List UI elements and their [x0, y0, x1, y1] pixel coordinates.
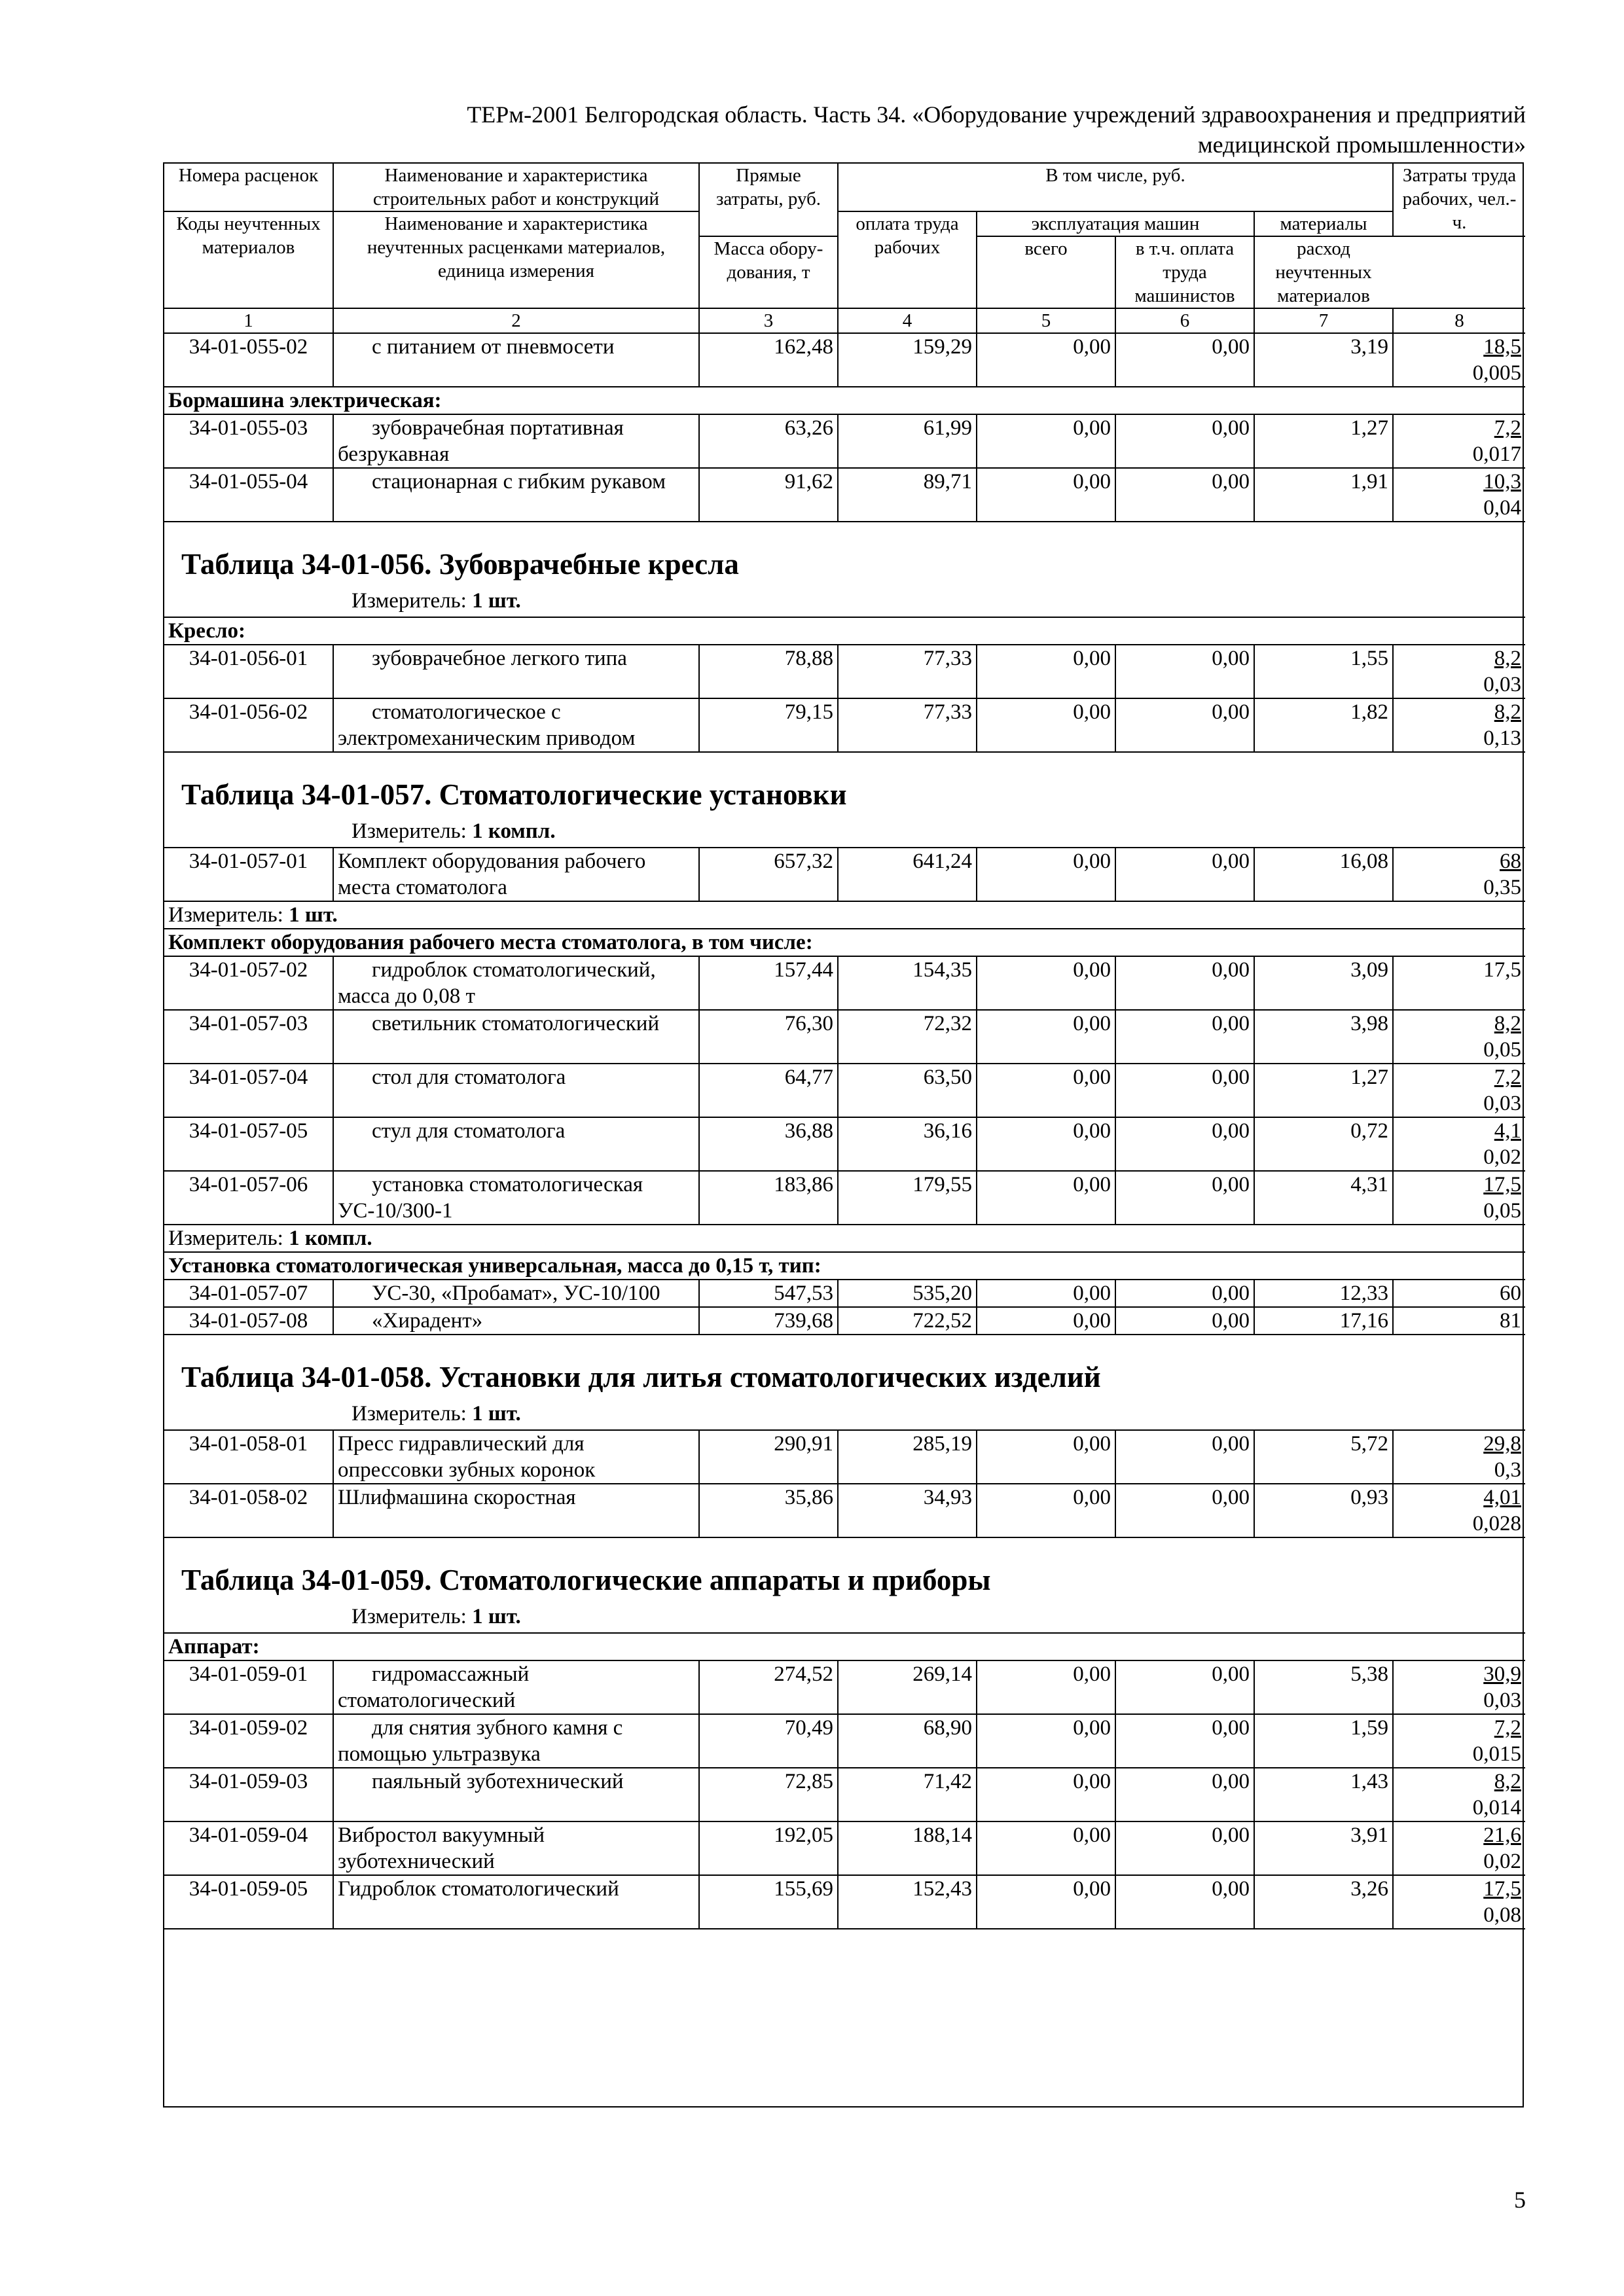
- value-c5: 0,00: [977, 468, 1115, 522]
- table-title-row: [164, 1335, 1525, 1430]
- equipment-mass: 0,3: [1494, 1458, 1521, 1482]
- equipment-mass: 0,35: [1483, 876, 1521, 899]
- page-number: 5: [1514, 2187, 1526, 2213]
- measure-value: 1 шт.: [472, 1605, 521, 1628]
- measure-label: Измеритель:: [352, 819, 467, 843]
- labor-mass-cell: [1393, 1714, 1525, 1768]
- header-line-2: медицинской промышленности»: [1197, 132, 1526, 158]
- value-c3: 72,85: [699, 1768, 838, 1821]
- group-heading-row: [164, 387, 1525, 414]
- labor-mass-cell: [1393, 1010, 1525, 1064]
- rate-name: установка стоматологическая УС-10/300-1: [333, 1171, 699, 1225]
- value-c7: 3,91: [1254, 1821, 1393, 1875]
- value-c4: 269,14: [838, 1660, 977, 1714]
- value-c6: 0,00: [1115, 1875, 1254, 1929]
- measure-value: 1 шт.: [472, 589, 521, 613]
- equipment-mass: 0,04: [1483, 496, 1521, 520]
- value-c3: 35,86: [699, 1484, 838, 1537]
- value-c3: 70,49: [699, 1714, 838, 1768]
- measure-label: Измеритель:: [352, 589, 467, 613]
- col2-header-a: Наименование и характеристика строительных работ и конструкций: [333, 164, 699, 211]
- equipment-mass: 0,05: [1483, 1038, 1521, 1062]
- value-c6: 0,00: [1115, 1010, 1254, 1064]
- value-c5: 0,00: [977, 1714, 1115, 1768]
- col8-header-b: Масса обору-дования, т: [699, 236, 838, 308]
- group-heading-row: [164, 1633, 1525, 1660]
- table-row: [164, 1010, 1525, 1064]
- col-number: 4: [838, 308, 977, 333]
- group-heading: Аппарат:: [164, 1633, 1525, 1660]
- rate-name: стул для стоматолога: [333, 1117, 699, 1171]
- equipment-mass: 0,03: [1483, 1092, 1521, 1115]
- col7-header: расход неучтенных материалов: [1254, 236, 1393, 308]
- value-c3: 162,48: [699, 333, 838, 387]
- rate-name: зубоврачебная портативная безрукавная: [333, 414, 699, 468]
- value-c7: 1,27: [1254, 1064, 1393, 1117]
- equipment-mass: 0,017: [1472, 442, 1521, 466]
- value-c6: 0,00: [1115, 645, 1254, 698]
- labor-mass-cell: [1393, 956, 1525, 1010]
- table-row: [164, 698, 1525, 752]
- group-heading: Комплект оборудования рабочего места стоматолога, в том числе:: [164, 929, 1525, 956]
- rate-code: 34-01-055-04: [164, 468, 333, 522]
- table-row: [164, 1821, 1525, 1875]
- equipment-mass: 0,015: [1472, 1742, 1521, 1766]
- value-c5: 0,00: [977, 1484, 1115, 1537]
- value-c6: 0,00: [1115, 1064, 1254, 1117]
- value-c6: 0,00: [1115, 414, 1254, 468]
- measure-row: [164, 1225, 1525, 1252]
- machines-header: эксплуатация машин: [977, 211, 1254, 236]
- table-title-cell: [164, 522, 1525, 617]
- value-c3: 91,62: [699, 468, 838, 522]
- labor-cost: 4,1: [1494, 1119, 1521, 1143]
- value-c5: 0,00: [977, 1307, 1115, 1335]
- value-c4: 535,20: [838, 1280, 977, 1307]
- rate-code: 34-01-057-06: [164, 1171, 333, 1225]
- labor-cost: 8,2: [1494, 1012, 1521, 1035]
- table-row: [164, 1484, 1525, 1537]
- value-c4: 36,16: [838, 1117, 977, 1171]
- value-c3: 547,53: [699, 1280, 838, 1307]
- value-c5: 0,00: [977, 1117, 1115, 1171]
- rate-code: 34-01-057-05: [164, 1117, 333, 1171]
- rate-name: гидроблок стоматологический, масса до 0,08 т: [333, 956, 699, 1010]
- col4-header: оплата труда рабочих: [838, 211, 977, 308]
- rate-name: УС-30, «Пробамат», УС-10/100: [333, 1280, 699, 1307]
- table-title: Таблица 34-01-056. Зубоврачебные кресла: [181, 548, 739, 581]
- labor-mass-cell: [1393, 1307, 1525, 1335]
- value-c6: 0,00: [1115, 698, 1254, 752]
- value-c3: 76,30: [699, 1010, 838, 1064]
- rate-code: 34-01-059-04: [164, 1821, 333, 1875]
- labor-cost: 30,9: [1483, 1662, 1521, 1686]
- table-title-row: [164, 1537, 1525, 1633]
- value-c6: 0,00: [1115, 1660, 1254, 1714]
- rate-name: с питанием от пневмосети: [333, 333, 699, 387]
- table-row: [164, 1714, 1525, 1768]
- group-heading: Установка стоматологическая универсальная, масса до 0,15 т, тип:: [164, 1252, 1525, 1280]
- rate-code: 34-01-057-03: [164, 1010, 333, 1064]
- labor-cost: 7,2: [1494, 1716, 1521, 1740]
- labor-mass-cell: [1393, 333, 1525, 387]
- header-row-1: [164, 164, 1525, 211]
- value-c4: 71,42: [838, 1768, 977, 1821]
- table-title-row: [164, 522, 1525, 617]
- value-c3: 274,52: [699, 1660, 838, 1714]
- col3-header: Прямые затраты, руб.: [699, 164, 838, 236]
- value-c5: 0,00: [977, 645, 1115, 698]
- rate-name: Пресс гидравлический для опрессовки зубных коронок: [333, 1430, 699, 1484]
- col8-header-a: Затраты труда рабочих, чел.-ч.: [1393, 164, 1525, 236]
- rate-name: «Хирадент»: [333, 1307, 699, 1335]
- value-c4: 159,29: [838, 333, 977, 387]
- value-c7: 0,93: [1254, 1484, 1393, 1537]
- labor-cost: 8,2: [1494, 700, 1521, 724]
- rate-name: стол для стоматолога: [333, 1064, 699, 1117]
- value-c4: 152,43: [838, 1875, 977, 1929]
- value-c5: 0,00: [977, 1768, 1115, 1821]
- col-number: 3: [699, 308, 838, 333]
- rate-code: 34-01-058-01: [164, 1430, 333, 1484]
- value-c4: 34,93: [838, 1484, 977, 1537]
- value-c7: 1,27: [1254, 414, 1393, 468]
- measure-label: Измеритель:: [168, 903, 283, 927]
- value-c4: 63,50: [838, 1064, 977, 1117]
- value-c4: 641,24: [838, 848, 977, 901]
- value-c7: 3,26: [1254, 1875, 1393, 1929]
- value-c5: 0,00: [977, 1280, 1115, 1307]
- value-c6: 0,00: [1115, 1171, 1254, 1225]
- col-number: 2: [333, 308, 699, 333]
- value-c7: 5,38: [1254, 1660, 1393, 1714]
- labor-mass-cell: [1393, 1117, 1525, 1171]
- value-c3: 192,05: [699, 1821, 838, 1875]
- value-c7: 3,19: [1254, 333, 1393, 387]
- value-c4: 154,35: [838, 956, 977, 1010]
- rate-name: Комплект оборудования рабочего места стоматолога: [333, 848, 699, 901]
- table-row: [164, 848, 1525, 901]
- labor-cost: 7,2: [1494, 416, 1521, 440]
- labor-cost: 18,5: [1483, 335, 1521, 359]
- value-c5: 0,00: [977, 1821, 1115, 1875]
- value-c7: 17,16: [1254, 1307, 1393, 1335]
- table-title: Таблица 34-01-058. Установки для литья стоматологических изделий: [181, 1361, 1101, 1393]
- value-c5: 0,00: [977, 1875, 1115, 1929]
- equipment-mass: 0,014: [1472, 1796, 1521, 1820]
- value-c3: 36,88: [699, 1117, 838, 1171]
- rate-code: 34-01-057-02: [164, 956, 333, 1010]
- labor-mass-cell: [1393, 1484, 1525, 1537]
- labor-mass-cell: [1393, 1660, 1525, 1714]
- value-c6: 0,00: [1115, 1430, 1254, 1484]
- value-c7: 5,72: [1254, 1430, 1393, 1484]
- labor-mass-cell: [1393, 848, 1525, 901]
- value-c6: 0,00: [1115, 1768, 1254, 1821]
- rate-code: 34-01-059-02: [164, 1714, 333, 1768]
- value-c7: 1,82: [1254, 698, 1393, 752]
- rate-name: Вибростол вакуумный зуботехнический: [333, 1821, 699, 1875]
- value-c7: 1,55: [1254, 645, 1393, 698]
- document-header: [164, 99, 1526, 160]
- value-c5: 0,00: [977, 956, 1115, 1010]
- measure-line: [168, 1604, 1521, 1632]
- table-row: [164, 1307, 1525, 1335]
- rate-code: 34-01-057-07: [164, 1280, 333, 1307]
- value-c3: 739,68: [699, 1307, 838, 1335]
- value-c6: 0,00: [1115, 1484, 1254, 1537]
- rate-code: 34-01-055-03: [164, 414, 333, 468]
- rate-name: для снятия зубного камня с помощью ультразвука: [333, 1714, 699, 1768]
- table-row: [164, 1171, 1525, 1225]
- labor-mass-cell: [1393, 1171, 1525, 1225]
- equipment-mass: 0,02: [1483, 1850, 1521, 1873]
- group-heading-row: [164, 617, 1525, 645]
- value-c3: 657,32: [699, 848, 838, 901]
- value-c5: 0,00: [977, 698, 1115, 752]
- value-c5: 0,00: [977, 1064, 1115, 1117]
- measure-value: 1 компл.: [472, 819, 556, 843]
- labor-mass-cell: [1393, 1768, 1525, 1821]
- materials-header: материалы: [1254, 211, 1393, 236]
- value-c6: 0,00: [1115, 1714, 1254, 1768]
- value-c7: 16,08: [1254, 848, 1393, 901]
- table-row: [164, 1117, 1525, 1171]
- labor-mass-cell: [1393, 645, 1525, 698]
- rate-name: паяльный зуботехнический: [333, 1768, 699, 1821]
- table-title-cell: [164, 752, 1525, 848]
- labor-cost: 8,2: [1494, 1770, 1521, 1793]
- rate-name: стоматологическое с электромеханическим приводом: [333, 698, 699, 752]
- value-c3: 63,26: [699, 414, 838, 468]
- value-c6: 0,00: [1115, 1280, 1254, 1307]
- value-c6: 0,00: [1115, 848, 1254, 901]
- value-c3: 79,15: [699, 698, 838, 752]
- rate-name: светильник стоматологический: [333, 1010, 699, 1064]
- table-row: [164, 645, 1525, 698]
- labor-cost: 29,8: [1483, 1432, 1521, 1456]
- value-c3: 155,69: [699, 1875, 838, 1929]
- column-numbers-row: [164, 308, 1525, 333]
- table-row: [164, 1875, 1525, 1929]
- labor-mass-cell: [1393, 1821, 1525, 1875]
- labor-cost: 81: [1500, 1309, 1521, 1333]
- table-row: [164, 1430, 1525, 1484]
- rate-code: 34-01-059-03: [164, 1768, 333, 1821]
- measure-row: [164, 901, 1525, 929]
- measure-value: 1 шт.: [472, 1402, 521, 1426]
- labor-mass-cell: [1393, 1430, 1525, 1484]
- measure-line: [168, 588, 1521, 617]
- value-c3: 290,91: [699, 1430, 838, 1484]
- header-line-1: ТЕРм-2001 Белгородская область. Часть 34. «Оборудование учреждений здравоохранения и предприятий: [467, 101, 1526, 128]
- rate-name: Гидроблок стоматологический: [333, 1875, 699, 1929]
- col1-header-b: Коды неучтенных материалов: [164, 211, 333, 308]
- table-title-cell: [164, 1335, 1525, 1430]
- labor-cost: 60: [1500, 1282, 1521, 1305]
- value-c6: 0,00: [1115, 956, 1254, 1010]
- value-c5: 0,00: [977, 848, 1115, 901]
- rate-code: 34-01-057-01: [164, 848, 333, 901]
- value-c7: 1,43: [1254, 1768, 1393, 1821]
- equipment-mass: 0,005: [1472, 361, 1521, 385]
- measure-label: Измеритель:: [352, 1402, 467, 1426]
- value-c7: 0,72: [1254, 1117, 1393, 1171]
- measure-value: 1 компл.: [289, 1227, 372, 1250]
- value-c3: 78,88: [699, 645, 838, 698]
- value-c5: 0,00: [977, 1660, 1115, 1714]
- rate-code: 34-01-058-02: [164, 1484, 333, 1537]
- table-row: [164, 1064, 1525, 1117]
- table-row: [164, 333, 1525, 387]
- value-c7: 1,59: [1254, 1714, 1393, 1768]
- rate-code: 34-01-057-04: [164, 1064, 333, 1117]
- rate-name: стационарная с гибким рукавом: [333, 468, 699, 522]
- rate-code: 34-01-055-02: [164, 333, 333, 387]
- value-c6: 0,00: [1115, 1307, 1254, 1335]
- value-c4: 188,14: [838, 1821, 977, 1875]
- group-heading: Кресло:: [164, 617, 1525, 645]
- table-row: [164, 414, 1525, 468]
- labor-mass-cell: [1393, 1875, 1525, 1929]
- equipment-mass: 0,03: [1483, 673, 1521, 696]
- equipment-mass: 0,028: [1472, 1512, 1521, 1535]
- rate-name: зубоврачебное легкого типа: [333, 645, 699, 698]
- value-c4: 77,33: [838, 645, 977, 698]
- col-number: 7: [1254, 308, 1393, 333]
- labor-mass-cell: [1393, 1064, 1525, 1117]
- table-title: Таблица 34-01-057. Стоматологические установки: [181, 778, 847, 811]
- table-row: [164, 1280, 1525, 1307]
- table-row: [164, 1768, 1525, 1821]
- value-c3: 183,86: [699, 1171, 838, 1225]
- equipment-mass: 0,03: [1483, 1689, 1521, 1712]
- measure-cell: [164, 901, 1525, 929]
- col-number: 8: [1393, 308, 1525, 333]
- value-c7: 4,31: [1254, 1171, 1393, 1225]
- equipment-mass: 0,05: [1483, 1199, 1521, 1223]
- value-c6: 0,00: [1115, 333, 1254, 387]
- value-c5: 0,00: [977, 1010, 1115, 1064]
- measure-value: 1 шт.: [289, 903, 338, 927]
- value-c5: 0,00: [977, 1171, 1115, 1225]
- value-c3: 64,77: [699, 1064, 838, 1117]
- group-heading-row: [164, 929, 1525, 956]
- value-c4: 68,90: [838, 1714, 977, 1768]
- col-number: 5: [977, 308, 1115, 333]
- value-c5: 0,00: [977, 414, 1115, 468]
- group-heading-row: [164, 1252, 1525, 1280]
- col-number: 1: [164, 308, 333, 333]
- rate-code: 34-01-059-01: [164, 1660, 333, 1714]
- equipment-mass: 0,08: [1483, 1903, 1521, 1927]
- labor-cost: 17,5: [1483, 958, 1521, 982]
- table-title: Таблица 34-01-059. Стоматологические аппараты и приборы: [181, 1564, 991, 1596]
- rate-code: 34-01-059-05: [164, 1875, 333, 1929]
- table-row: [164, 468, 1525, 522]
- value-c3: 157,44: [699, 956, 838, 1010]
- rate-code: 34-01-057-08: [164, 1307, 333, 1335]
- measure-cell: [164, 1225, 1525, 1252]
- labor-mass-cell: [1393, 698, 1525, 752]
- labor-cost: 17,5: [1483, 1877, 1521, 1901]
- measure-label: Измеритель:: [168, 1227, 283, 1250]
- value-c6: 0,00: [1115, 1821, 1254, 1875]
- labor-cost: 68: [1500, 850, 1521, 873]
- labor-cost: 17,5: [1483, 1173, 1521, 1196]
- measure-line: [168, 1401, 1521, 1429]
- col1-header-a: Номера расценок: [164, 164, 333, 211]
- value-c4: 72,32: [838, 1010, 977, 1064]
- rate-code: 34-01-056-02: [164, 698, 333, 752]
- labor-mass-cell: [1393, 414, 1525, 468]
- table-title-row: [164, 752, 1525, 848]
- rate-name: гидромассажный стоматологический: [333, 1660, 699, 1714]
- value-c5: 0,00: [977, 333, 1115, 387]
- group-heading: Бормашина электрическая:: [164, 387, 1525, 414]
- value-c4: 179,55: [838, 1171, 977, 1225]
- equipment-mass: 0,13: [1483, 726, 1521, 750]
- equipment-mass: 0,02: [1483, 1145, 1521, 1169]
- incl-header: В том числе, руб.: [838, 164, 1393, 211]
- value-c4: 77,33: [838, 698, 977, 752]
- rates-table: [164, 164, 1525, 1929]
- value-c4: 89,71: [838, 468, 977, 522]
- table-row: [164, 956, 1525, 1010]
- rates-table-frame: [163, 162, 1524, 2108]
- col2-header-b: Наименование и характеристика неучтенных расценками материалов, единица измерения: [333, 211, 699, 308]
- labor-cost: 4,01: [1483, 1486, 1521, 1509]
- col5-header: всего: [977, 236, 1115, 308]
- labor-cost: 21,6: [1483, 1823, 1521, 1847]
- value-c6: 0,00: [1115, 468, 1254, 522]
- labor-mass-cell: [1393, 1280, 1525, 1307]
- table-title-cell: [164, 1537, 1525, 1633]
- labor-cost: 7,2: [1494, 1066, 1521, 1089]
- value-c4: 61,99: [838, 414, 977, 468]
- value-c7: 3,09: [1254, 956, 1393, 1010]
- value-c5: 0,00: [977, 1430, 1115, 1484]
- rate-code: 34-01-056-01: [164, 645, 333, 698]
- measure-line: [168, 818, 1521, 847]
- rate-name: Шлифмашина скоростная: [333, 1484, 699, 1537]
- col6-header: в т.ч. оплата труда машинистов: [1115, 236, 1254, 308]
- labor-cost: 8,2: [1494, 647, 1521, 670]
- labor-cost: 10,3: [1483, 470, 1521, 493]
- value-c4: 722,52: [838, 1307, 977, 1335]
- table-row: [164, 1660, 1525, 1714]
- value-c7: 3,98: [1254, 1010, 1393, 1064]
- value-c7: 12,33: [1254, 1280, 1393, 1307]
- value-c6: 0,00: [1115, 1117, 1254, 1171]
- header-row-2: [164, 211, 1525, 236]
- col-number: 6: [1115, 308, 1254, 333]
- measure-label: Измеритель:: [352, 1605, 467, 1628]
- labor-mass-cell: [1393, 468, 1525, 522]
- value-c7: 1,91: [1254, 468, 1393, 522]
- value-c4: 285,19: [838, 1430, 977, 1484]
